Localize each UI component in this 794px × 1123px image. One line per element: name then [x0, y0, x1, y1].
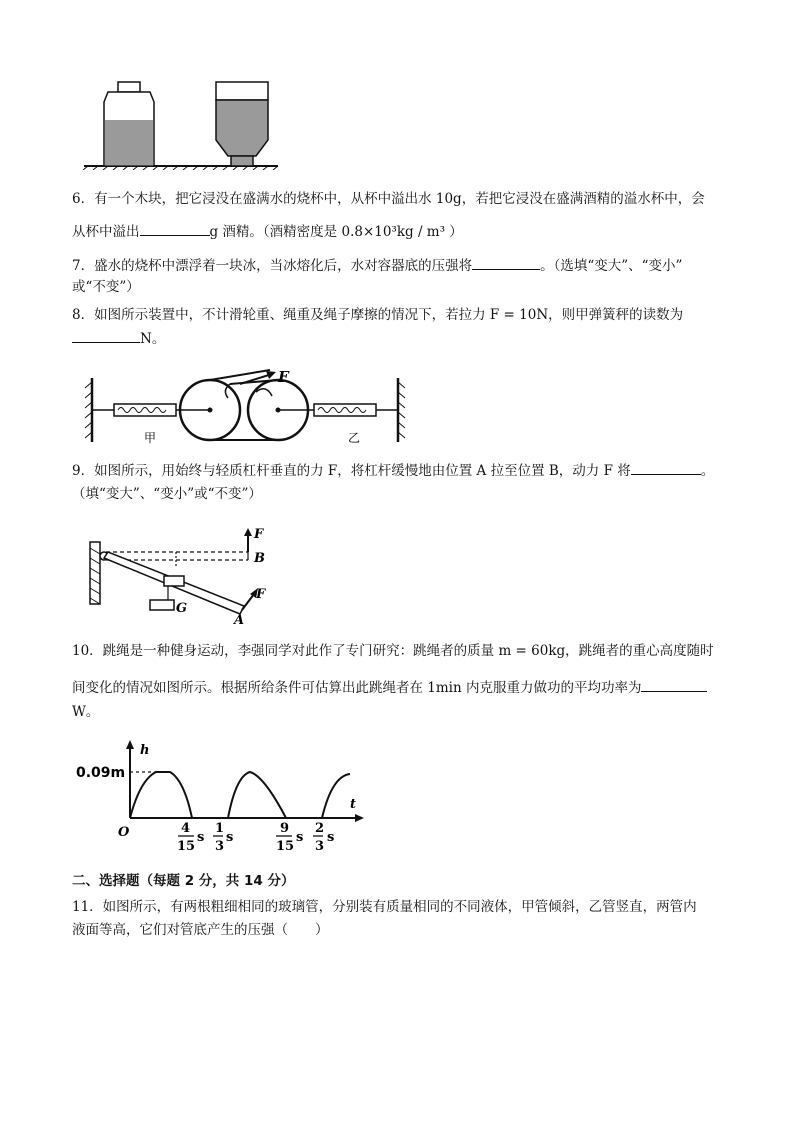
q7-line1-post: 。（选填“变大”、“变小”: [540, 258, 683, 274]
q9-line2: （填“变大”、“变小”或“不变”）: [72, 486, 262, 502]
lever-figure: [84, 524, 284, 628]
q7-line2: 或“不变”）: [72, 279, 140, 295]
graph-tick1-den: 15: [177, 839, 196, 854]
q6-line2: [72, 221, 463, 242]
q10-line2: [72, 677, 707, 698]
q8-line1: 8．如图所示装置中，不计滑轮重、绳重及绳子摩擦的情况下，若拉力 F = 10N，则甲弹簧秤的读数为: [72, 307, 684, 323]
graph-tick1-unit: s: [197, 830, 205, 845]
graph-tick3-den: 15: [276, 839, 295, 854]
graph-h-axis-label: h: [140, 743, 150, 758]
q10-line3: W。: [72, 704, 100, 720]
q6-line1: 6．有一个木块，把它浸没在盛满水的烧杯中，从杯中溢出水 10g，若把它浸没在盛满酒精的溢水杯中，会: [72, 191, 705, 207]
q10-answer-blank[interactable]: [641, 677, 707, 692]
q8-left-scale-label: 甲: [144, 431, 157, 445]
q9-force-top-label: F: [254, 527, 264, 542]
q6-line2-post: g 酒精。（酒精密度是 0.8×10³kg / m³ ）: [209, 224, 463, 240]
q11-line2: 液面等高，它们对管底产生的压强（ ）: [72, 922, 329, 938]
graph-t-axis-label: t: [350, 797, 357, 812]
graph-tick4-num: 2: [315, 821, 325, 836]
graph-tick2-num: 1: [215, 821, 225, 836]
q8-right-scale-label: 乙: [348, 431, 361, 445]
q7-line1-pre: 7．盛水的烧杯中漂浮着一块冰，当冰熔化后，水对容器底的压强将: [72, 258, 473, 274]
jump-height-graph: [76, 740, 368, 860]
q9-line1-pre: 9．如图所示，用始终与轻质杠杆垂直的力 F，将杠杆缓慢地由位置 A 拉至位置 B，动力 F 将: [72, 463, 631, 479]
q7-answer-blank[interactable]: [472, 255, 540, 270]
graph-tick4-unit: s: [327, 830, 335, 845]
q10-line1: 10．跳绳是一种健身运动，李强同学对此作了专门研究：跳绳者的质量 m = 60kg，跳绳者的重心高度随时: [72, 643, 714, 659]
graph-tick2-unit: s: [226, 830, 234, 845]
graph-origin-label: O: [118, 825, 130, 840]
section-2-title: 二、选择题（每题 2 分，共 14 分）: [72, 873, 295, 889]
q7-line1: [72, 255, 682, 276]
q9-answer-blank[interactable]: [631, 460, 701, 475]
graph-tick3-num: 9: [280, 821, 290, 836]
q9-line1: [72, 460, 714, 481]
q9-point-a-label: A: [234, 613, 245, 628]
q9-weight-label: G: [176, 601, 188, 616]
graph-height-label: 0.09m: [76, 765, 126, 781]
q9-point-b-label: B: [254, 551, 265, 566]
q10-line2-pre: 间变化的情况如图所示。根据所给条件可估算出此跳绳者在 1min 内克服重力做功的平均功率为: [72, 680, 642, 696]
q8-force-label: F: [278, 368, 289, 386]
graph-tick1-num: 4: [181, 821, 191, 836]
q8-line2-post: N。: [140, 331, 166, 347]
q8-answer-blank[interactable]: [72, 328, 140, 343]
pulley-figure: [80, 362, 410, 448]
q9-force-bottom-label: F: [256, 587, 266, 602]
graph-tick3-unit: s: [296, 830, 304, 845]
graph-tick2-den: 3: [215, 839, 225, 854]
q9-line1-post: 。: [700, 463, 715, 479]
q6-line2-pre: 从杯中溢出: [72, 224, 140, 240]
graph-tick4-den: 3: [315, 839, 325, 854]
q11-line1: 11．如图所示，有两根粗细相同的玻璃管，分别装有质量相同的不同液体，甲管倾斜，乙管竖直，两管内: [72, 899, 697, 915]
bottles-figure: [80, 78, 280, 170]
q6-answer-blank[interactable]: [140, 221, 210, 236]
q8-line2: [72, 328, 165, 349]
